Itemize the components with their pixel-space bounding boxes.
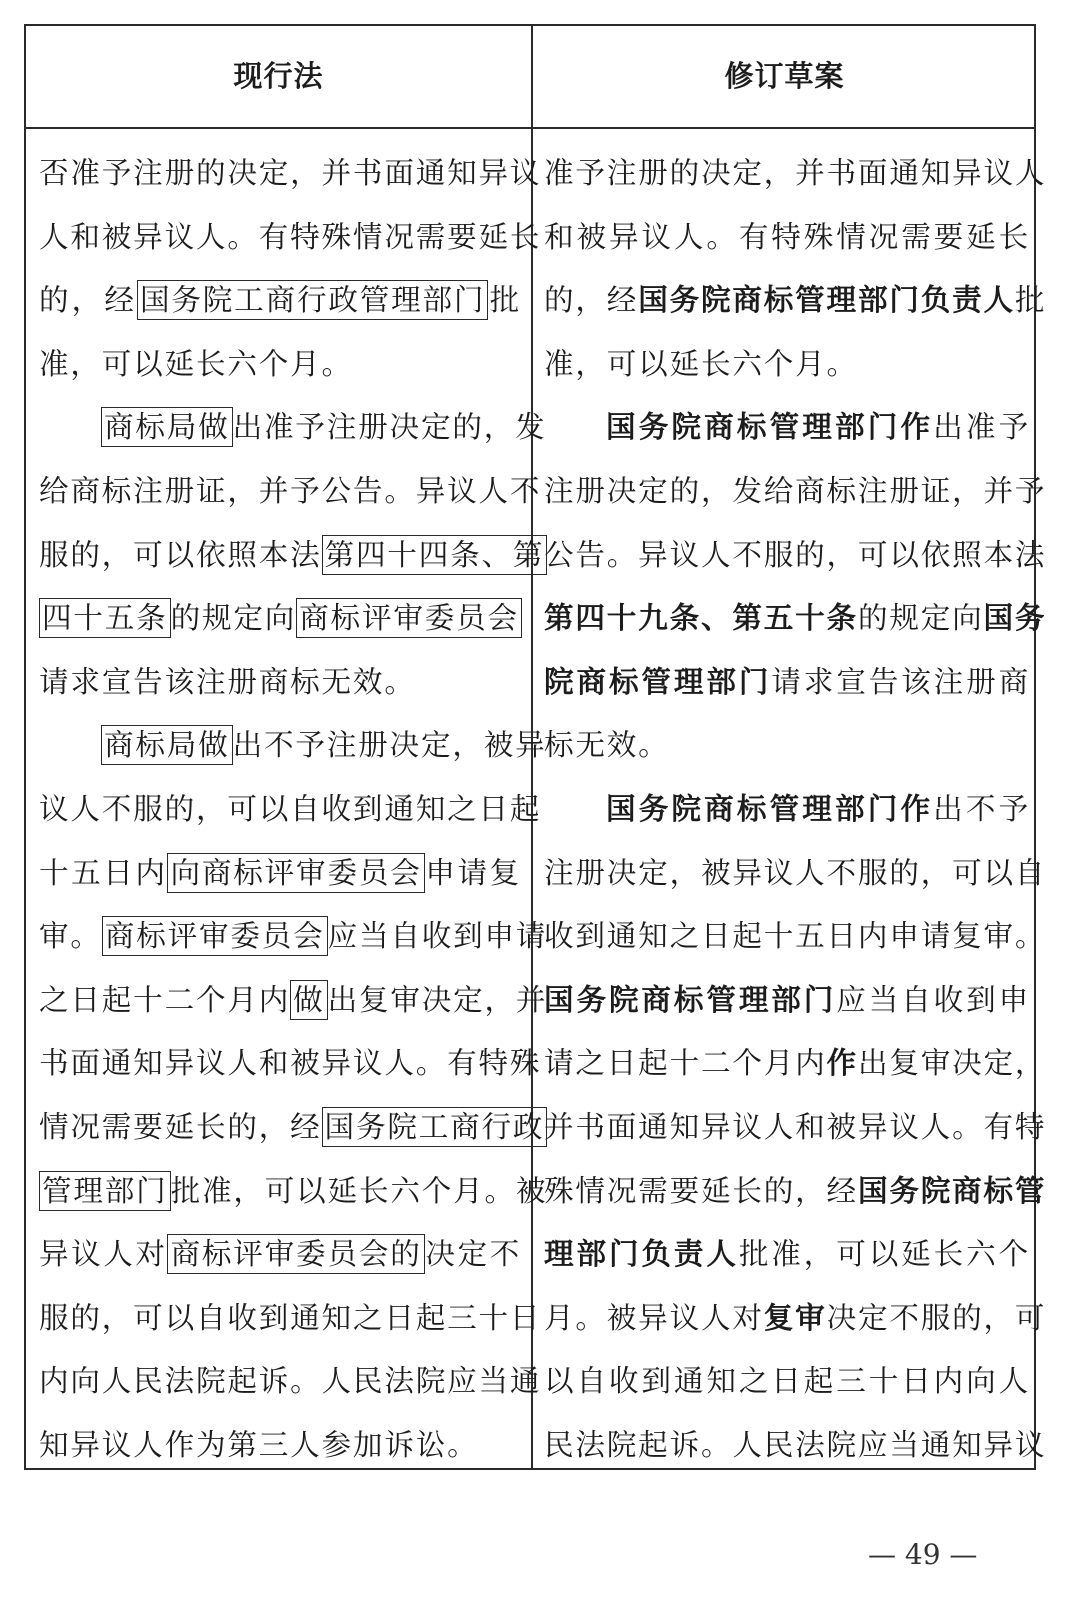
text-line: 准，可以延长六个月。 [544, 346, 858, 381]
text-line: 服的，可以依照本法 第四十四条、第 [39, 524, 521, 588]
text-line: 公告。异议人不服的，可以依照本法 [544, 537, 1047, 572]
text-line: 以自收到通知之日起三十日内向人 [544, 1364, 1030, 1399]
bold-amendment: 国务院商标管理部门作 [606, 410, 934, 445]
text-line: 知异议人作为第三人参加诉讼。 [39, 1427, 479, 1462]
boxed-deletion: 国务院工商行政管理部门 [137, 280, 488, 320]
text-line: 的，经国务院商标管理部门负责人批 [544, 283, 1047, 318]
text-line: 议人不服的，可以自收到通知之日起 [39, 791, 542, 826]
boxed-deletion: 向商标评审委员会 [167, 853, 424, 893]
text-line: 人和被异议人。有特殊情况需要延长 [39, 219, 542, 254]
text-line: 请求宣告该注册商标无效。 [39, 664, 416, 699]
text-line: 书面通知异议人和被异议人。有特殊 [39, 1046, 542, 1081]
boxed-deletion: 商标评审委员会的 [167, 1234, 424, 1274]
text-line: 内向人民法院起诉。人民法院应当通 [39, 1364, 542, 1399]
bold-amendment: 国务院商标管 [857, 1173, 1047, 1208]
text-line: 准予注册的决定，并书面通知异议人 [544, 156, 1047, 190]
boxed-deletion: 商标评审委员会 [296, 598, 522, 638]
header-current-law: 现行法 [233, 59, 324, 93]
header-revised-draft: 修订草案 [724, 59, 845, 93]
bold-amendment: 第四十九条、第五十条 [544, 601, 858, 636]
header-divider [26, 127, 1034, 129]
text-line: 十五日内 向商标评审委员会 申请复 [39, 842, 521, 906]
text-line: 国务院商标管理部门作出准予 [606, 410, 1030, 445]
bold-amendment: 国务院商标管理部门 [544, 982, 837, 1017]
text-line: 第四十九条、第五十条的规定向国务 [544, 601, 1047, 636]
text-line: 殊情况需要延长的，经国务院商标管 [544, 1173, 1047, 1208]
text-line: 审。 商标评审委员会 应当自收到申请 [39, 905, 521, 969]
boxed-deletion: 商标评审委员会 [102, 916, 328, 956]
boxed-deletion: 做 [290, 980, 327, 1020]
text-line: 商标局做 出不予注册决定，被异 [39, 714, 521, 778]
boxed-deletion: 第四十四条、第 [322, 535, 548, 575]
bold-amendment: 国务 [983, 601, 1047, 636]
text-line: 收到通知之日起十五日内申请复审。 [544, 919, 1047, 954]
text-line: 否准予注册的决定，并书面通知异议 [39, 156, 542, 190]
comparison-table [24, 24, 1047, 1470]
boxed-deletion: 四十五条 [39, 598, 171, 638]
boxed-deletion: 商标局做 [101, 725, 233, 765]
page-number: — 49 — [868, 1538, 978, 1571]
bold-amendment: 国务院商标管理部门作 [606, 791, 934, 826]
text-line: 国务院商标管理部门应当自收到申 [544, 982, 1030, 1017]
text-line: 之日起十二个月内 做 出复审决定，并 [39, 969, 521, 1033]
text-line: 和被异议人。有特殊情况需要延长 [544, 219, 1030, 254]
bold-amendment: 作 [826, 1046, 858, 1081]
text-line: 月。被异议人对复审决定不服的，可 [544, 1300, 1047, 1335]
text-line: 准，可以延长六个月。 [39, 346, 353, 381]
text-line: 商标局做 出准予注册决定的，发 [39, 396, 521, 460]
text-line: 国务院商标管理部门作出不予 [606, 791, 1030, 826]
text-line: 管理部门 批准，可以延长六个月。被 [39, 1160, 521, 1224]
text-line: 四十五条 的规定向 商标评审委员会 [39, 587, 521, 651]
text-line: 注册决定，被异议人不服的，可以自 [544, 855, 1047, 890]
bold-amendment: 国务院商标管理部门负责人 [638, 283, 1015, 318]
text-line: 给商标注册证，并予公告。异议人不 [39, 473, 542, 508]
text-line: 理部门负责人批准，可以延长六个 [544, 1237, 1030, 1272]
bold-amendment: 复审 [763, 1300, 827, 1335]
revised-draft-text [544, 142, 1047, 1477]
bold-amendment: 理部门负责人 [544, 1237, 739, 1272]
bold-amendment: 院商标管理部门 [544, 664, 772, 699]
text-line: 情况需要延长的，经 国务院工商行政 [39, 1096, 521, 1160]
text-line: 的，经 国务院工商行政管理部门 批 [39, 269, 521, 333]
boxed-deletion: 管理部门 [39, 1171, 171, 1211]
text-line: 注册决定的，发给商标注册证，并予 [544, 473, 1047, 508]
text-line: 服的，可以自收到通知之日起三十日 [39, 1300, 542, 1335]
text-line: 院商标管理部门请求宣告该注册商 [544, 664, 1030, 699]
boxed-deletion: 国务院工商行政 [322, 1107, 548, 1147]
text-line: 标无效。 [544, 728, 670, 763]
current-law-text [39, 142, 548, 1477]
text-line: 民法院起诉。人民法院应当通知异议 [544, 1427, 1047, 1462]
boxed-deletion: 商标局做 [101, 407, 233, 447]
text-line: 请之日起十二个月内作出复审决定， [544, 1046, 1047, 1081]
text-line: 异议人对 商标评审委员会的 决定不 [39, 1223, 521, 1287]
text-line: 并书面通知异议人和被异议人。有特 [544, 1109, 1047, 1144]
